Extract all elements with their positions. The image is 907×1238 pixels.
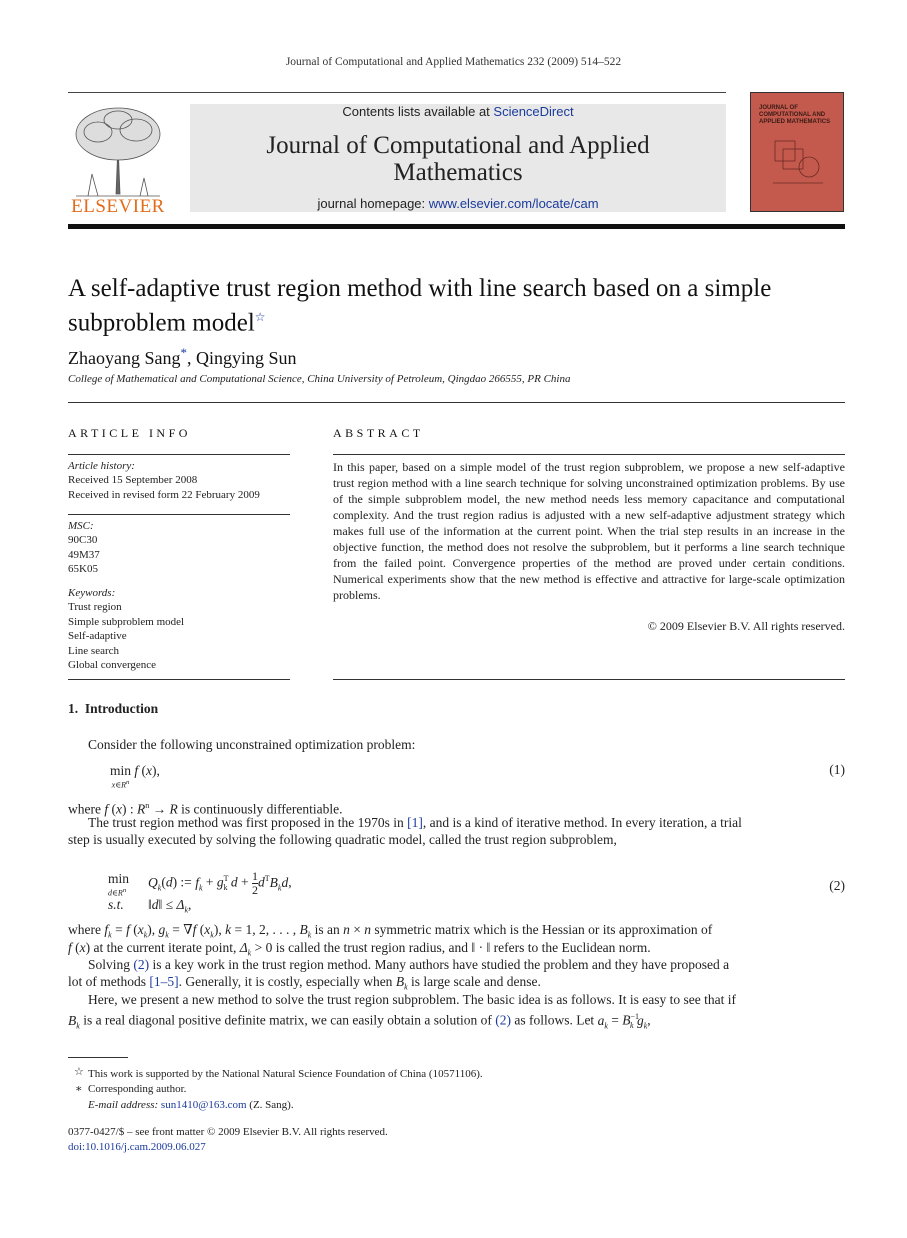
corresponding-author-mark[interactable]: * — [180, 345, 187, 360]
keyword: Simple subproblem model — [68, 615, 185, 628]
article-title — [68, 274, 845, 337]
revised-date: Received in revised form 22 February 2009 — [68, 488, 260, 501]
keyword: Line search — [68, 644, 119, 657]
intro-paragraph-1b: where f (x) : $R^n \to R$ is continuously differentiable. — [68, 801, 343, 817]
doi-line — [68, 1141, 206, 1153]
footnote-asterisk-mark: ∗ — [75, 1083, 83, 1095]
homepage-prefix: journal homepage: — [317, 196, 429, 211]
p2-text-a: The trust region method was first proposed in the 1970s in — [88, 815, 408, 830]
author-separator: , — [186, 348, 196, 368]
journal-cover-image — [750, 92, 844, 212]
article-title-line2-wrap — [68, 303, 845, 337]
p5-line2-b: as follows. Let — [510, 1012, 598, 1028]
reference-range-link[interactable]: [1–5] — [149, 974, 179, 989]
funding-footnote-mark[interactable]: ☆ — [254, 310, 266, 324]
footnote-star-mark: ☆ — [74, 1066, 84, 1078]
article-title-line2: subproblem model — [68, 309, 255, 337]
journal-title — [190, 132, 726, 186]
abstract-bottom-rule — [333, 679, 845, 680]
abstract-heading: ABSTRACT — [333, 426, 424, 440]
footnote-funding: This work is supported by the National Natural Science Foundation of China (10571106). — [88, 1068, 483, 1080]
intro-paragraph-3: where $f_k = f$ $(x_k)$, $g_k = \nabla f$ $(x_k)$, k = 1, 2, . . . , $B_k$ is an n × n symmetric matrix which is the Hessian or its approximation of — [68, 922, 713, 940]
cover-graphic — [771, 137, 825, 187]
section-heading — [68, 700, 158, 717]
intro-paragraph-2-line2: step is usually executed by solving the following quadratic model, called the trust region subproblem, — [68, 832, 617, 847]
equation-2: min $d\in R^n$ $Q_k(d)$ := $f_k + g^T_k$ d + $\frac{1}{2}$ $d^TB_kd$, s.t. ‖d‖ ≤ $\Delta_k$, — [108, 869, 292, 915]
msc-label: MSC: — [68, 520, 94, 532]
abstract-text: In this paper, based on a simple model of the trust region subproblem, we propose a new self-adaptive trust region method with a line search technique for solving unconstrained optimization problems. By use of the simple subproblem model, the new method needs less memory capacitance and computational complexity. And the trust region radius is adjusted with a new self-adaptive adjustment strategy which makes full use of the information at the current point. When the trial step results in an increase in the objective function, the method does not resolve the subproblem, but it performs a line search technique from the failed point. Convergence properties of the method are proved under certain conditions. Numerical experiments show that the new method is effective and attractive for large-scale optimization problems. — [333, 460, 845, 602]
keywords-block — [68, 586, 290, 672]
msc-code: 65K05 — [68, 563, 98, 576]
footnote-email — [88, 1099, 294, 1111]
equation-1: min $x\in R^n$ f (x), — [110, 763, 160, 790]
article-title-line1: A self-adaptive trust region method with line search based on a simple — [68, 275, 772, 302]
keyword: Trust region — [68, 601, 122, 614]
journal-title-line1: Journal of Computational and Applied — [266, 132, 650, 159]
author-2: Qingying Sun — [195, 348, 297, 368]
p5-line2-a: is a real diagonal positive definite matrix, we can easily obtain a solution of — [79, 1012, 496, 1028]
email-label: E-mail address: — [88, 1099, 161, 1111]
section-number: 1. — [68, 701, 79, 716]
keywords-label: Keywords: — [68, 587, 116, 599]
abstract-copyright: © 2009 Elsevier B.V. All rights reserved. — [647, 619, 845, 633]
intro-paragraph-5: Here, we present a new method to solve the trust region subproblem. The basic idea is as follows. It is easy to see that if — [88, 992, 736, 1007]
keyword: Global convergence — [68, 659, 157, 672]
reference-link[interactable]: [1] — [407, 815, 423, 830]
running-head: Journal of Computational and Applied Mathematics 232 (2009) 514–522 — [285, 56, 622, 68]
article-info-heading: ARTICLE INFO — [68, 426, 191, 440]
intro-paragraph-2 — [68, 814, 845, 831]
footnote-rule — [68, 1057, 128, 1058]
affiliation: College of Mathematical and Computational Science, China University of Petroleum, Qingdao 266555, PR China — [68, 373, 571, 385]
p4-line2-b: . Generally, it is costly, especially when — [178, 974, 396, 989]
msc-code: 49M37 — [68, 548, 100, 561]
contents-prefix: Contents lists available at — [342, 104, 494, 119]
article-info-rule — [68, 454, 290, 455]
intro-paragraph-4-line2: lot of methods [1–5]. Generally, it is costly, especially when $B_k$ is large scale and dense. — [68, 974, 541, 992]
publisher-name: ELSEVIER — [71, 196, 165, 217]
p3-text-c: refers to the Euclidean norm. — [490, 940, 651, 955]
homepage-line — [190, 196, 726, 211]
article-info-bottom-rule — [68, 679, 290, 680]
history-rule — [68, 514, 290, 515]
keyword: Self-adaptive — [68, 630, 127, 643]
history-label: Article history: — [68, 460, 135, 472]
author-list — [68, 345, 297, 369]
p3-text-b: is called the trust region radius, and — [272, 940, 472, 955]
received-date: Received 15 September 2008 — [68, 474, 198, 487]
p4-line2-c: is large scale and dense. — [407, 974, 541, 989]
intro-paragraph-1: Consider the following unconstrained optimization problem: — [88, 737, 416, 752]
equation-1-number: (1) — [829, 762, 845, 777]
sciencedirect-link[interactable]: ScienceDirect — [493, 104, 574, 119]
p3-text-a: at the current iterate point, — [90, 940, 240, 955]
intro-paragraph-5-line2: $B_k$ is a real diagonal positive definite matrix, we can easily obtain a solution of (2) as follows. Let $a_k = B^{-1}_k$ $g_k$, — [68, 1012, 651, 1031]
email-link[interactable]: sun1410@163.com — [160, 1099, 247, 1111]
msc-block — [68, 519, 290, 577]
intro-paragraph-4 — [88, 956, 845, 973]
intro-paragraph-3-line2: f (x) at the current iterate point, $\Delta_k > 0$ is called the trust region radius, and ‖ · ‖ refers to the Euclidean norm. — [68, 940, 651, 958]
p4-line2-a: lot of methods — [68, 974, 150, 989]
email-owner: (Z. Sang). — [246, 1099, 294, 1111]
equation-ref-link[interactable]: (2) — [495, 1012, 511, 1028]
author-1: Zhaoyang Sang — [68, 348, 181, 368]
msc-code: 90C30 — [68, 534, 98, 547]
title-rule — [68, 402, 845, 403]
article-history — [68, 459, 290, 502]
cover-title: JOURNAL OF COMPUTATIONAL AND APPLIED MATHEMATICS — [759, 105, 831, 125]
masthead-thick-rule — [68, 224, 845, 229]
equation-2-number: (2) — [829, 878, 845, 893]
section-title: Introduction — [84, 701, 159, 716]
equation-ref-link[interactable]: (2) — [133, 957, 150, 972]
abstract-rule — [333, 454, 845, 455]
p4-text-b: is a key work in the trust region method. Many authors have studied the problem and they have proposed a — [149, 957, 730, 972]
doi-link[interactable]: doi:10.1016/j.cam.2009.06.027 — [68, 1141, 206, 1153]
homepage-link[interactable]: www.elsevier.com/locate/cam — [428, 196, 599, 211]
journal-masthead — [190, 104, 726, 212]
issn-line: 0377-0427/$ – see front matter © 2009 Elsevier B.V. All rights reserved. — [68, 1126, 388, 1138]
contents-line — [190, 104, 726, 119]
journal-title-line2: Mathematics — [393, 159, 523, 186]
footnote-corresponding: Corresponding author. — [88, 1083, 187, 1095]
header-rule — [68, 92, 726, 93]
p2-text-b: , and is a kind of iterative method. In every iteration, a trial — [422, 815, 742, 830]
p4-text-a: Solving — [88, 957, 134, 972]
